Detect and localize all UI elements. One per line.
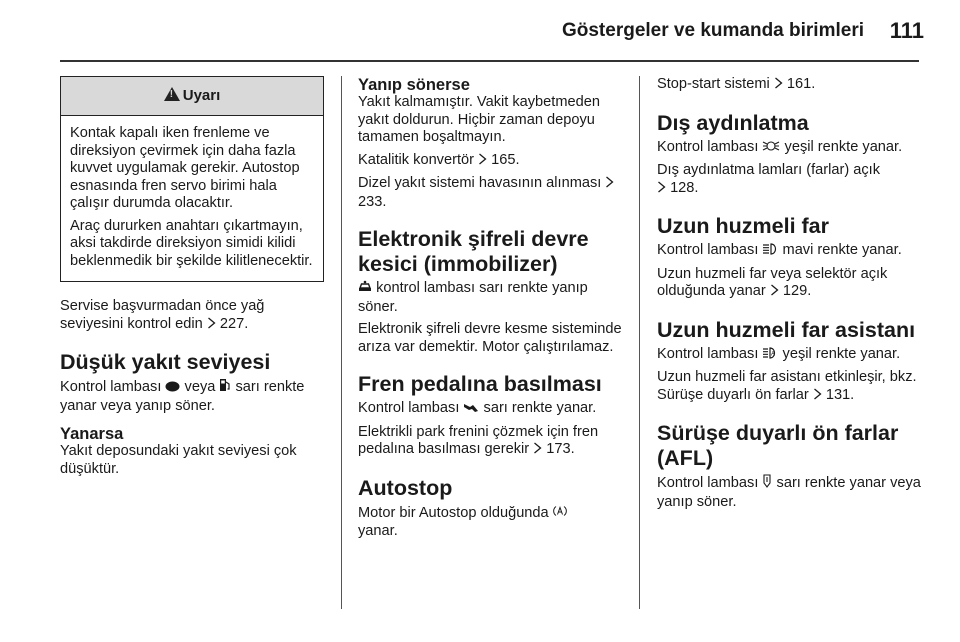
sub-heading-blink: Yanıp sönerse <box>358 76 470 94</box>
afl-lamp-icon <box>762 474 772 494</box>
foot-on-pedal-icon <box>463 401 479 419</box>
highbeam-text: Uzun huzmeli far veya selektör açık olduğunda yanar <box>657 265 888 299</box>
section-heading-afl: Sürüşe duyarlı ön farlar (AFL) <box>657 421 899 470</box>
page-ref: 128. <box>670 179 699 196</box>
page-ref-arrow-icon <box>605 176 614 194</box>
page-number: 111 <box>889 18 924 43</box>
startstop-text: Stop-start sistemi <box>657 76 770 92</box>
immobilizer-paragraph <box>358 280 626 316</box>
page-ref: 129. <box>782 283 812 299</box>
highbeam-text: mavi renkte yanar. <box>782 242 902 258</box>
immobilizer-car-key-icon <box>358 280 372 299</box>
sub-heading-yanarsa: Yanarsa <box>60 425 124 443</box>
highbeam-text: Kontrol lambası <box>657 242 759 258</box>
exterior-paragraph <box>657 162 922 198</box>
highbeam-paragraph <box>657 242 922 261</box>
section-heading-highbeam: Uzun huzmeli far <box>657 214 830 238</box>
fuel-oval-icon <box>165 380 180 398</box>
highbeam-assist-paragraph <box>657 346 922 365</box>
section-heading-low-fuel: Düşük yakıt seviyesi <box>60 350 271 374</box>
page-ref-arrow-icon <box>657 181 666 199</box>
diesel-paragraph <box>358 175 626 211</box>
autostop-paragraph <box>358 504 626 541</box>
low-fuel-text: Kontrol lambası <box>60 379 162 395</box>
page-ref: 131. <box>825 386 855 403</box>
brake-text: Elektrikli park frenini çözmek için fren pedalına basılması gerekir <box>358 423 599 457</box>
afl-text: sarı renkte yanar veya yanıp söner. <box>657 475 921 510</box>
service-paragraph <box>60 298 324 334</box>
catalytic-paragraph <box>358 152 626 171</box>
column-3 <box>657 76 922 516</box>
page-ref-arrow-icon <box>207 317 216 335</box>
low-fuel-paragraph <box>60 378 324 415</box>
section-heading-brake: Fren pedalına basılması <box>358 372 602 396</box>
page-ref-arrow-icon <box>774 77 783 95</box>
service-text: Servise başvurmadan önce yağ seviyesini kontrol edin <box>60 298 265 332</box>
svg-text:A: A <box>771 351 776 357</box>
warning-title: Uyarı <box>182 87 221 104</box>
low-fuel-text: sarı renkte yanar veya yanıp söner. <box>60 379 305 414</box>
immobilizer-paragraph: Elektronik şifreli devre kesme sisteminde arıza var demektir. Motor çalıştırılamaz. <box>358 321 622 355</box>
exterior-text: yeşil renkte yanar. <box>784 138 903 155</box>
page-ref: 233. <box>358 193 387 210</box>
diesel-text: Dizel yakıt sistemi havasının alınması <box>358 175 602 191</box>
warning-paragraph: Araç dururken anahtarı çıkartmayın, aksi takdirde direksiyon simidi kilidi beklenmedik bir şekilde kilitlenecektir. <box>70 217 313 269</box>
afl-text: Kontrol lambası <box>657 475 759 491</box>
brake-paragraph <box>358 400 626 419</box>
column-divider <box>341 76 342 609</box>
page-ref-arrow-icon <box>533 442 542 460</box>
fuel-pump-icon <box>219 378 231 398</box>
exterior-paragraph <box>657 139 922 158</box>
page-ref: 173. <box>546 441 575 457</box>
page-ref-arrow-icon <box>770 284 779 302</box>
warning-body <box>61 116 323 281</box>
exterior-light-icon <box>762 140 780 158</box>
autostop-a-icon <box>553 504 567 524</box>
exterior-text: Dış aydınlatma lamları (farlar) açık <box>657 162 881 178</box>
column-divider <box>639 76 640 609</box>
warning-header <box>61 77 323 116</box>
page-ref: 165. <box>491 151 520 168</box>
page-ref: 161. <box>786 76 816 92</box>
highbeam-assist-text: yeşil renkte yanar. <box>782 345 901 362</box>
column-2 <box>358 76 626 546</box>
blink-text: Yakıt kalmamıştır. Vakit kaybetmeden yakıt doldurun. Hiçbir zaman depoyu tamamen boşaltmayın. <box>358 94 600 145</box>
high-beam-icon <box>762 243 778 261</box>
header-rule <box>60 60 919 62</box>
brake-text: Kontrol lambası <box>358 400 460 416</box>
page-ref-arrow-icon <box>813 388 822 406</box>
section-heading-autostop: Autostop <box>358 475 453 500</box>
exterior-text: Kontrol lambası <box>657 138 759 155</box>
page-ref: 227. <box>219 315 249 332</box>
catalytic-text: Katalitik konvertör <box>358 151 474 168</box>
header-title: Göstergeler ve kumanda birimleri <box>561 20 864 41</box>
low-fuel-text: veya <box>184 379 216 395</box>
column-1 <box>60 76 324 483</box>
warning-box <box>60 76 324 282</box>
section-heading-immobilizer: Elektronik şifreli devre kesici (immobilizer) <box>358 227 589 276</box>
highbeam-assist-paragraph <box>657 369 922 405</box>
low-fuel-sub-text: Yakıt deposundaki yakıt seviyesi çok düşüktür. <box>60 443 297 477</box>
warning-triangle-icon <box>164 87 180 101</box>
autostop-text: yanar. <box>358 523 398 539</box>
highbeam-assist-text: Kontrol lambası <box>657 345 759 362</box>
warning-paragraph: Kontak kapalı iken frenleme ve direksiyon çevirmek için daha fazla kuvvet uygulamak gerekir. Autostop esnasında fren servo birimi hala çalışır durumda olacaktır. <box>70 125 300 211</box>
high-beam-assist-icon <box>762 347 778 365</box>
afl-paragraph <box>657 474 922 511</box>
highbeam-paragraph <box>657 266 922 302</box>
brake-text: sarı renkte yanar. <box>483 400 597 416</box>
section-heading-highbeam-assist: Uzun huzmeli far asistanı <box>657 317 916 342</box>
highbeam-assist-text: Uzun huzmeli far asistanı etkinleşir, bkz. Sürüşe duyarlı ön farlar <box>657 369 917 403</box>
autostop-text: Motor bir Autostop olduğunda <box>358 504 549 521</box>
page-ref-arrow-icon <box>478 153 487 171</box>
brake-paragraph <box>358 424 626 460</box>
immobilizer-text: kontrol lambası sarı renkte yanıp söner. <box>358 280 588 315</box>
startstop-paragraph <box>657 76 922 95</box>
section-heading-exterior: Dış aydınlatma <box>657 110 809 135</box>
